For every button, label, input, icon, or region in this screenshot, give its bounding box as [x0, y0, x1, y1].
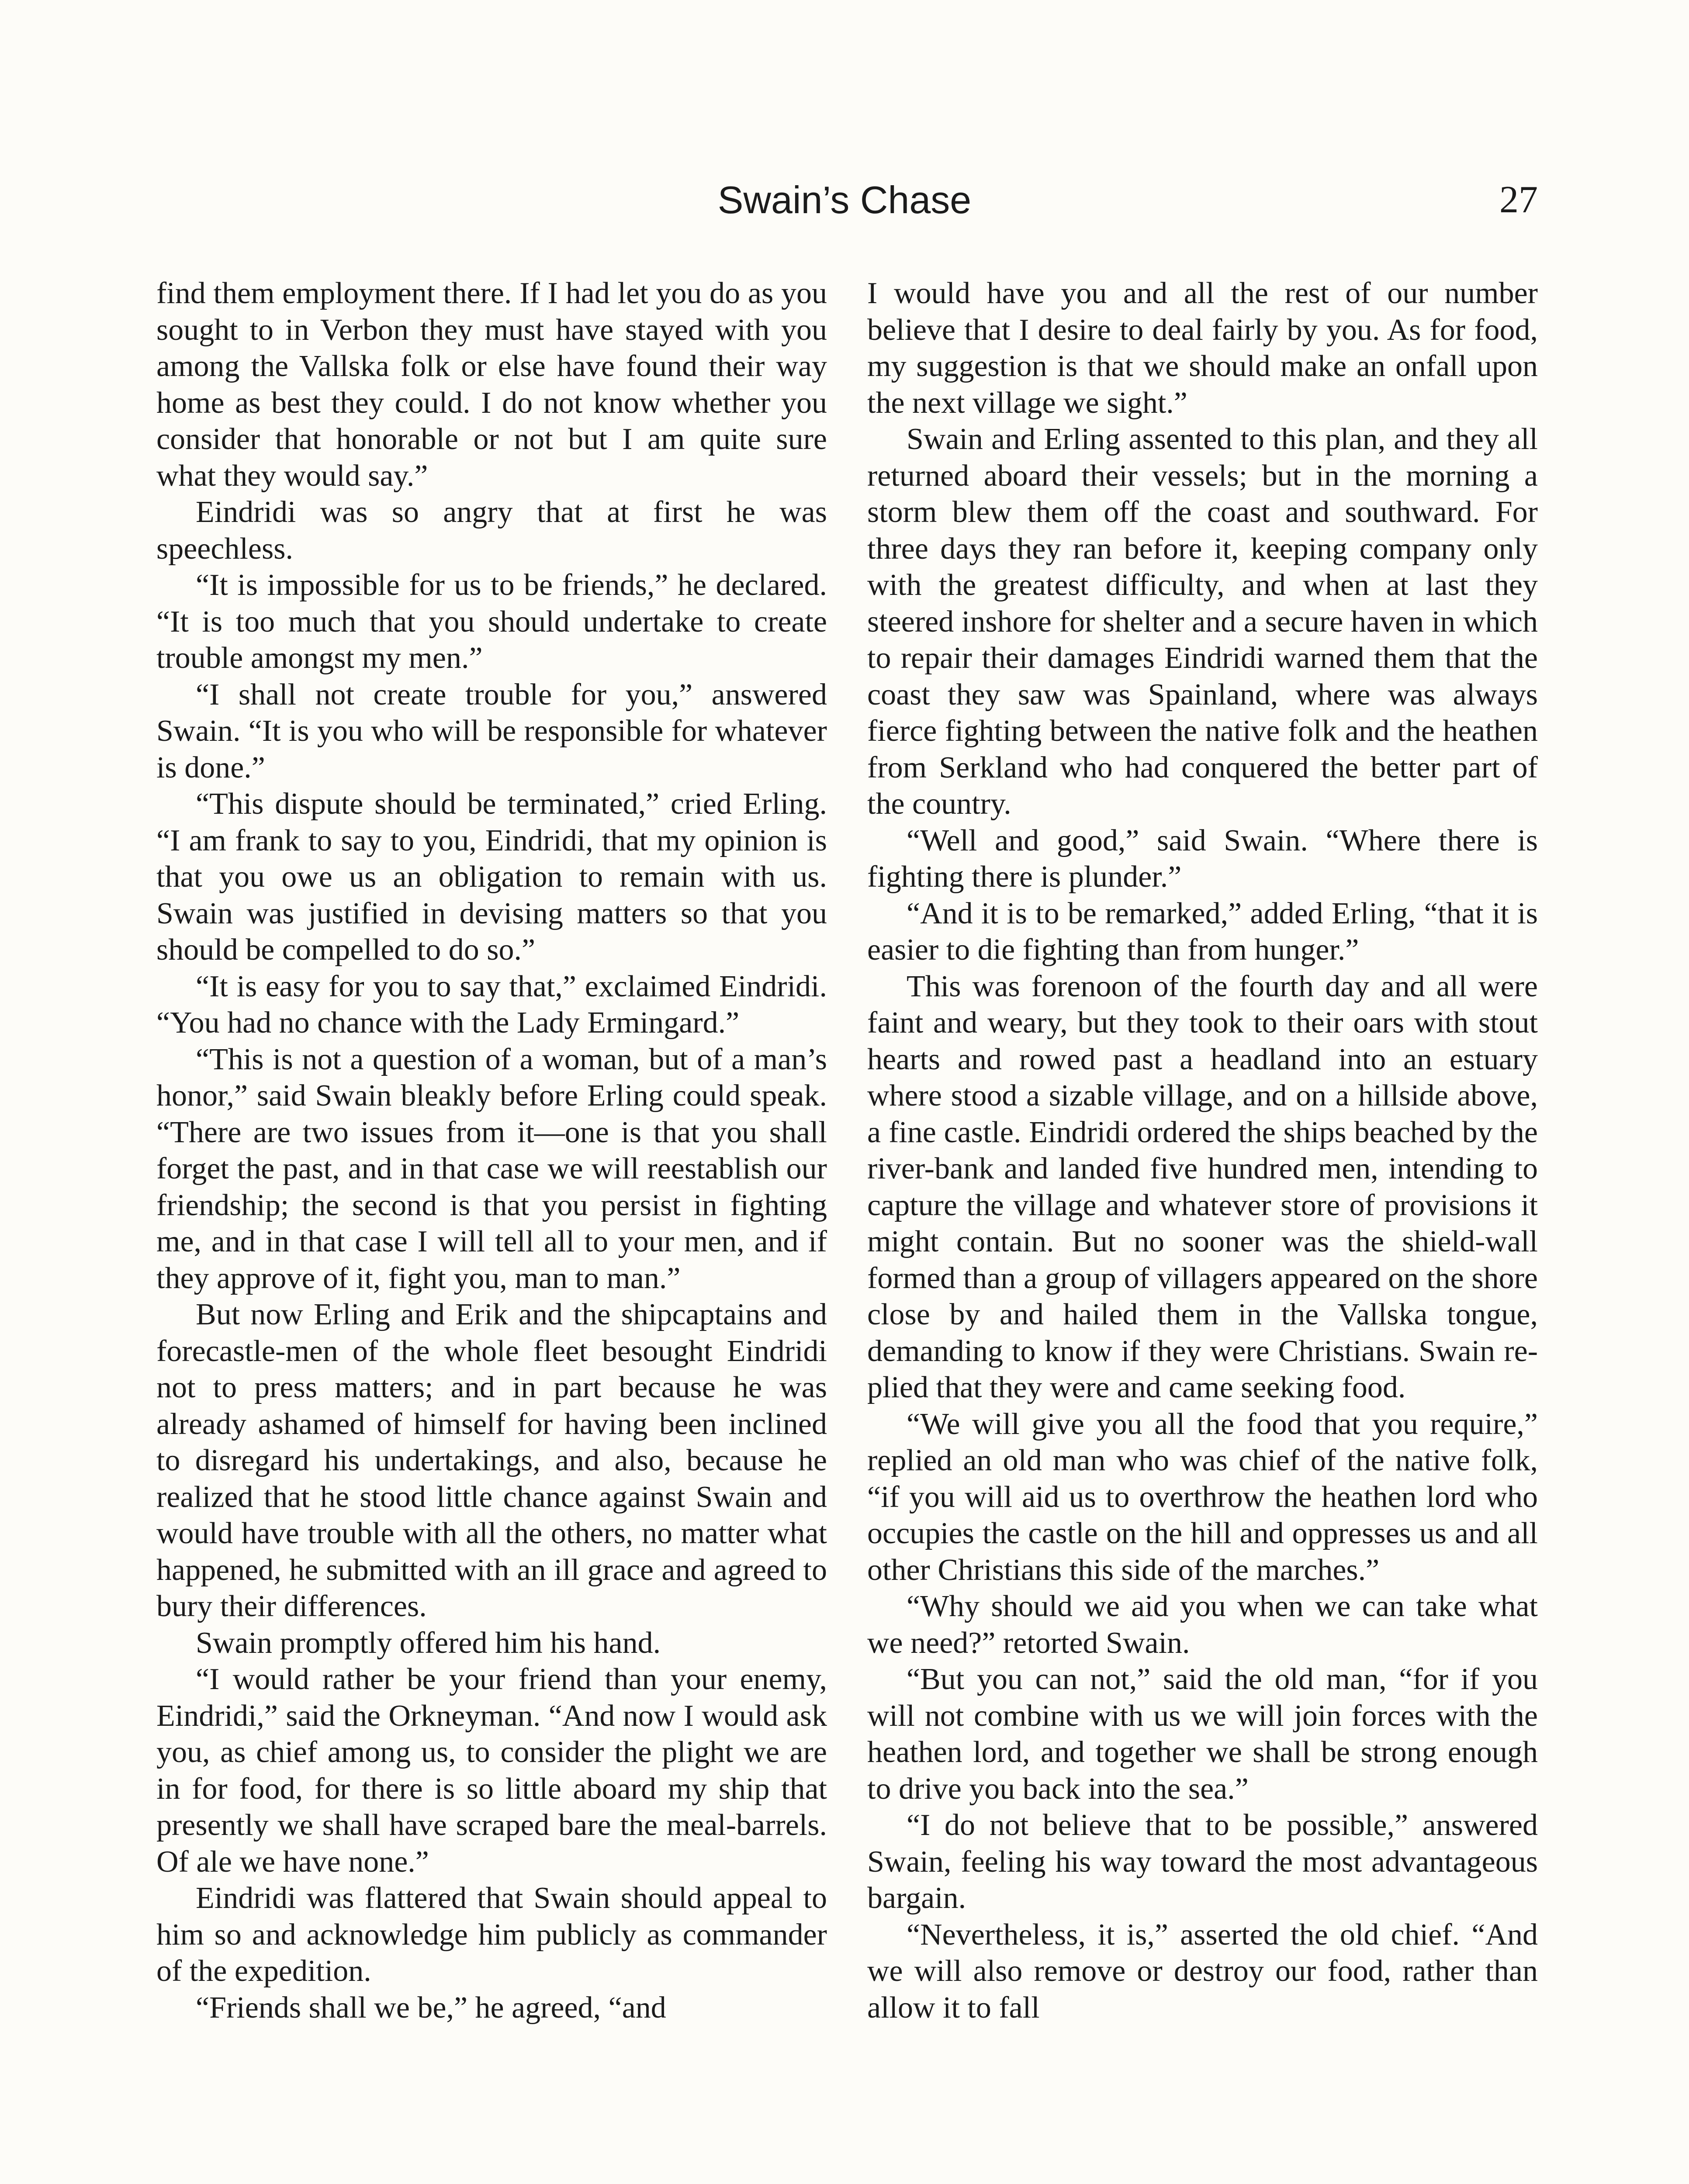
paragraph: “And it is to be remarked,” added Erling, “that it is easier to die fighting than from hunger.”: [867, 896, 1538, 967]
paragraph: But now Erling and Erik and the shipcaptains and forecastle-men of the whole fleet besought Eindridi not to press matters; and in part because he was already ashamed of himself for having been inclined to disregard his undertakings, and also, because he realized that he stood little chance against Swain and would have trouble with all the others, no matter what happened, he submitted with an ill grace and agreed to bury their differences.: [156, 1298, 827, 1623]
paragraph: “We will give you all the food that you require,” replied an old man who was chief of the native folk, “if you will aid us to overthrow the heathen lord who occupies the castle on the hill and oppresses us and all other Christians this side of the marches.”: [867, 1407, 1538, 1587]
paragraph: “It is easy for you to say that,” exclaimed Eindridi. “You had no chance with the Lady Ermingard.”: [156, 969, 827, 1040]
paragraph: “But you can not,” said the old man, “for if you will not combine with us we will join forces with the heathen lord, and together we shall be strong enough to drive you back into the sea.”: [867, 1662, 1538, 1806]
paragraph: “It is impossible for us to be friends,” he declared. “It is too much that you should undertake to create trouble amongst my men.”: [156, 568, 827, 675]
paragraph: “Well and good,” said Swain. “Where there is fighting there is plunder.”: [867, 823, 1538, 894]
paragraph: “I shall not create trouble for you,” answered Swain. “It is you who will be responsible for whatever is done.”: [156, 677, 827, 784]
paragraph: This was forenoon of the fourth day and all were faint and weary, but they took to their oars with stout hearts and rowed past a headland into an estuary where stood a sizable village, and on a hillside above, a fine castle. Eindridi ordered the ships beached by the river-bank and landed five hundred men, intending to capture the village and whatever store of provisions it might contain. But no sooner was the shield-wall formed than a group of villagers appeared on the shore close by and hailed them in the Vallska tongue, demanding to know if they were Christians. Swain replied that they were and came seeking food.: [867, 969, 1538, 1404]
paragraph: “Why should we aid you when we can take what we need?” retorted Swain.: [867, 1590, 1538, 1660]
paragraph: I would have you and all the rest of our number believe that I desire to deal fairly by you. As for food, my suggestion is that we should make an onfall upon the next village we sight.”: [867, 276, 1538, 420]
paragraph: “Nevertheless, it is,” asserted the old chief. “And we will also remove or destroy our food, rather than allow it to fall: [867, 1918, 1538, 2025]
left-column: [156, 275, 827, 2026]
right-column: [867, 275, 1538, 2026]
paragraph: “Friends shall we be,” he agreed, “and: [196, 1990, 666, 2025]
paragraph: Eindridi was flattered that Swain should appeal to him so and acknowledge him publicly as commander of the expedition.: [156, 1881, 827, 1988]
paragraph: “I do not believe that to be possible,” answered Swain, feeling his way toward the most advantageous bargain.: [867, 1808, 1538, 1915]
paragraph: Eindridi was so angry that at first he was speechless.: [156, 495, 827, 566]
paragraph: find them employment there. If I had let you do as you sought to in Verbon they must have stayed with you among the Vallska folk or else have found their way home as best they could. I do not know whether you consider that honorable or not but I am quite sure what they would say.”: [156, 276, 827, 493]
paragraph: Swain promptly offered him his hand.: [196, 1626, 661, 1660]
paragraph: “I would rather be your friend than your enemy, Eindridi,” said the Orkneyman. “And now I would ask you, as chief among us, to consider the plight we are in for food, for there is so little aboard my ship that presently we shall have scraped bare the meal-barrels. Of ale we have none.”: [156, 1662, 827, 1879]
page-title: Swain’s Chase: [717, 178, 972, 221]
paragraph: “This dispute should be terminated,” cried Erling. “I am frank to say to you, Eindridi, that my opinion is that you owe us an obligation to remain with us. Swain was justified in devising matters so that you should be compelled to do so.”: [156, 787, 827, 967]
page-number: 27: [1499, 179, 1538, 221]
paragraph: Swain and Erling assented to this plan, and they all returned aboard their vessels; but in the morning a storm blew them off the coast and southward. For three days they ran before it, keeping company only with the greatest difficulty, and when at last they steered inshore for shelter and a secure haven in which to repair their damages Eindridi warned them that the coast they saw was Spainland, where was always fierce fighting between the native folk and the heathen from Serkland who had conquered the better part of the country.: [867, 422, 1538, 821]
paragraph: “This is not a question of a woman, but of a man’s honor,” said Swain bleakly before Erling could speak. “There are two issues from it—one is that you shall forget the past, and in that case we will reestablish our friendship; the second is that you persist in fighting me, and in that case I will tell all to your men, and if they approve of it, fight you, man to man.”: [156, 1042, 827, 1295]
